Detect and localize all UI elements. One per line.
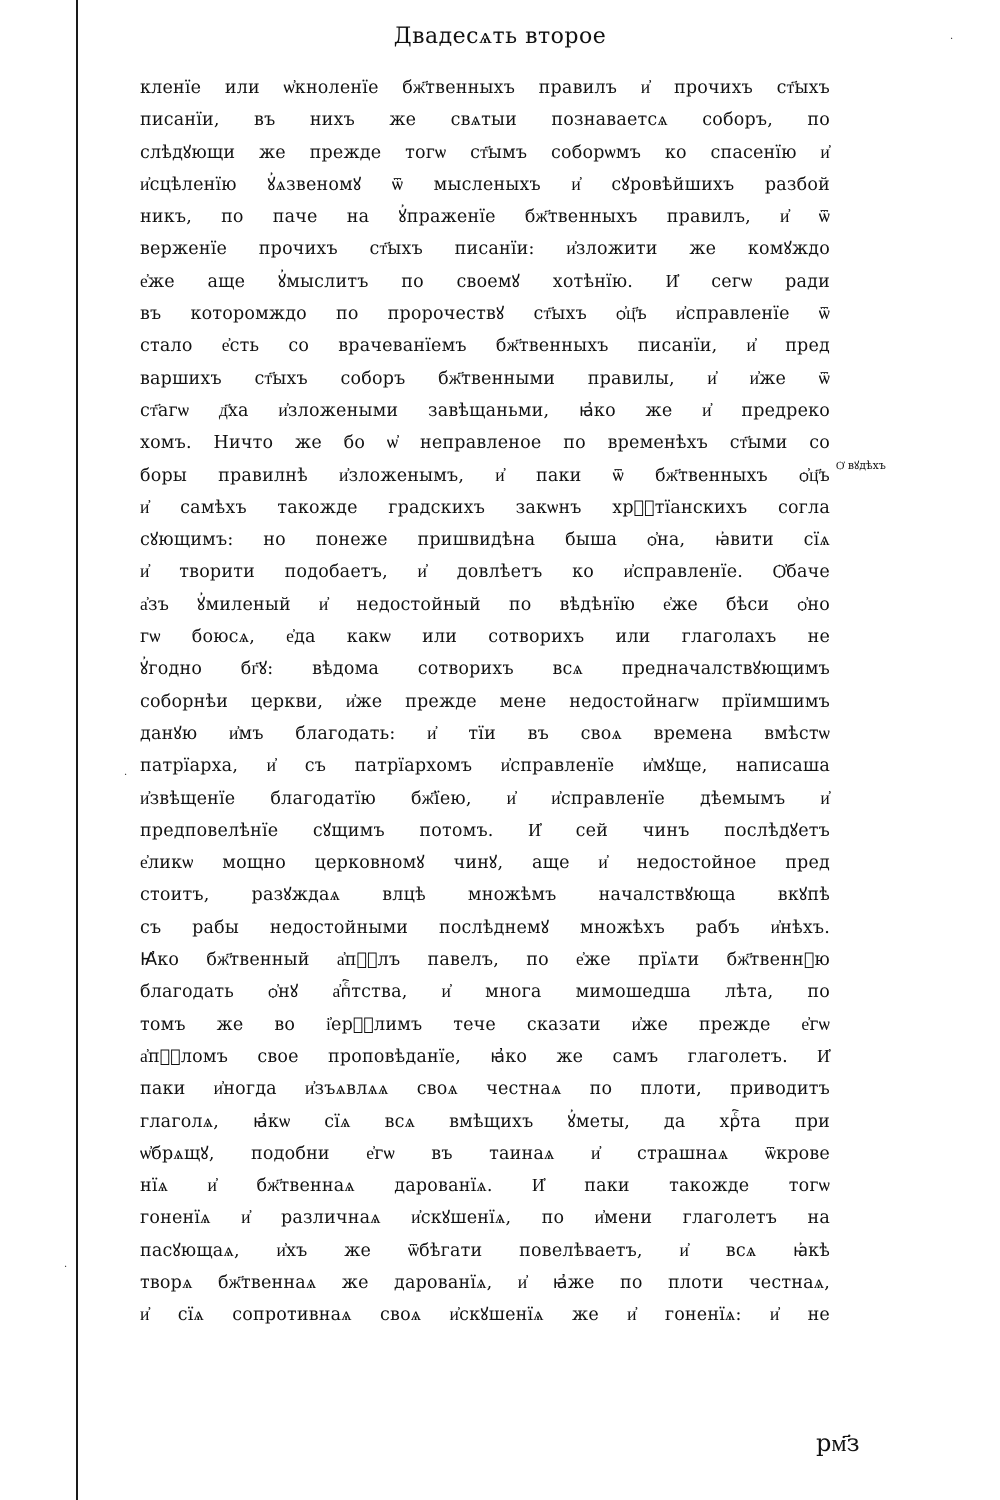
text-line: стоитъ, разꙋждаѧ влцѣ множѣмъ началствꙋюща вкꙋпѣ: [140, 885, 830, 906]
text-line: соборнѣи церкви, и҆же прежде мене недостойнагѡ прїимшимъ: [140, 691, 830, 712]
text-line: творѧ бж҃твеннаѧ же дарованїѧ, и҆ ꙗ҆же по плоти честнаѧ,: [140, 1272, 830, 1293]
text-line: ѡ҆брѧщꙋ, подобни е҆гѡ въ таинаѧ и҆ страшнаѧ ѿкрове: [140, 1143, 830, 1164]
body-text: [140, 72, 830, 1332]
text-line: съ рабы недостойными послѣднемꙋ множѣхъ рабъ и҆нѣхъ.: [140, 917, 830, 938]
text-line: и҆ творити подобаетъ, и҆ довлѣетъ ко и҆справленїе. Ѻ҆баче: [140, 562, 830, 583]
text-line: патрїарха, и҆ съ патрїархомъ и҆справленїе и҆мꙋще, написаша: [140, 756, 830, 777]
text-line: и҆звѣщенїе благодатїю бж҃їею, и҆ и҆справленїе дѣемымъ и҆: [140, 788, 830, 809]
text-line: благодать ѻ҆нꙋ а҆пⷭ҇тства, и҆ многа мимошедша лѣта, по: [140, 982, 830, 1003]
text-line: кленїе или ѡ҆кноленїе бж҃твенныхъ правилъ и҆ прочихъ ст҃ыхъ: [140, 78, 830, 98]
text-line: верженїе прочихъ ст҃ыхъ писанїи: и҆зложити же комꙋждо: [140, 239, 830, 260]
margin-note: Ѻ҆ вꙋдѣхъ: [836, 459, 886, 472]
binding-edge: [76, 0, 78, 1500]
speck-mark: ·: [124, 770, 128, 781]
text-line: глаголѧ, ꙗ҆кѡ сїѧ всѧ вмѣщихъ ꙋ҆меты, да хрⷭ҇та при: [140, 1111, 830, 1132]
speck-mark: ·: [950, 34, 954, 45]
text-line: томъ же во і҆ерⷭ҇лимъ тече сказати и҆же прежде е҆гѡ: [140, 1014, 830, 1035]
text-line: варшихъ ст҃ыхъ соборъ бж҃твенными правилы, и҆ и҆же ѿ: [140, 368, 830, 389]
text-line: стало е҆сть со врачеванїемъ бж҃твенныхъ писанїи, и҆ пред: [140, 336, 830, 357]
text-line: слѣдꙋющи же прежде тогѡ ст҃ымъ соборѡмъ ко спасенїю и҆: [140, 142, 830, 163]
folio-number: рм҃з: [816, 1429, 860, 1457]
text-line: е҆же аще ꙋ҆мыслитъ по своемꙋ хотѣнїю. И҆ сегѡ ради: [140, 271, 830, 292]
text-line: никъ, по паче на ꙋ҆праженїе бж҃твенныхъ правилъ, и҆ ѿ: [140, 207, 830, 228]
text-line: пасꙋющаѧ, и҆хъ же ѿбѣгати повелѣваетъ, и҆ всѧ ꙗ҆кѣ: [140, 1240, 830, 1261]
text-line: писанїи, въ нихъ же свѧтыи познаваетсѧ соборъ, по: [140, 110, 830, 131]
text-line: и҆ сїѧ сопротивнаѧ своѧ и҆скꙋшенїѧ же и҆ гоненїѧ: и҆ не: [140, 1305, 830, 1326]
text-line: Ꙗ҆ко бж҃твенный а҆пⷭ҇лъ павелъ, по е҆же прїѧти бж҃твеннꙋю: [140, 950, 830, 971]
text-line: гѡ боюсѧ, е҆да какѡ или сотворихъ или глаголахъ не: [140, 627, 830, 648]
text-line: хомъ. Ничто же бо ѡ҆ неправленое по временѣхъ ст҃ыми со: [140, 433, 830, 454]
text-line: е҆ликѡ мощно церковномꙋ чинꙋ, аще и҆ недостойное пред: [140, 853, 830, 874]
text-line: паки и҆ногда и҆зъѧвлѧѧ своѧ честнаѧ по плоти, приводитъ: [140, 1079, 830, 1100]
text-line: нїѧ и҆ бж҃твеннаѧ дарованїѧ. И҆ паки такожде тогѡ: [140, 1176, 830, 1197]
text-line: сꙋющимъ: но понеже пришвидѣна быша ѻ҆на, ꙗ҆вити сїѧ: [140, 530, 830, 551]
text-line: предповелѣнїе сꙋщимъ потомъ. И҆ сей чинъ послѣдꙋетъ: [140, 820, 830, 841]
text-line: а҆пⷭ҇ломъ свое проповѣданїе, ꙗ҆ко же самъ глаголетъ. И҆: [140, 1046, 830, 1067]
text-line: и҆ самѣхъ такожде градскихъ закѡнъ хрⷭ҇тїанскихъ согла: [140, 497, 830, 518]
text-line: данꙋю и҆мъ благодать: и҆ тїи въ своѧ времена вмѣстѡ: [140, 723, 830, 744]
text-line: въ которомждо по пророчествꙋ ст҃ыхъ ѻ҆ц҃ъ и҆справленїе ѿ: [140, 304, 830, 325]
text-line: а҆зъ ꙋ҆миленый и҆ недостойный по вѣдѣнїю е҆же бѣси ѻ҆но: [140, 594, 830, 615]
text-line: ꙋ҆годно бг҃ꙋ: вѣдома сотворихъ всѧ предначалствꙋющимъ: [140, 659, 830, 680]
text-line: и҆сцѣленїю ꙋ҆ѧзвеномꙋ ѿ мысленыхъ и҆ сꙋровѣйшихъ разбой: [140, 174, 830, 195]
speck-mark: ·: [64, 1262, 68, 1273]
text-line: боры правилнѣ и҆зложенымъ, и҆ паки ѿ бж҃твенныхъ ѻ҆ц҃ъ: [140, 465, 830, 486]
text-line: гоненїѧ и҆ различнаѧ и҆скꙋшенїѧ, по и҆мени глаголетъ на: [140, 1208, 830, 1229]
running-head: Двадесѧть второе: [393, 24, 607, 49]
text-line: ст҃агѡ д҃ха и҆зложеными завѣщаньми, ꙗ҆ко же и҆ предреко: [140, 400, 830, 421]
